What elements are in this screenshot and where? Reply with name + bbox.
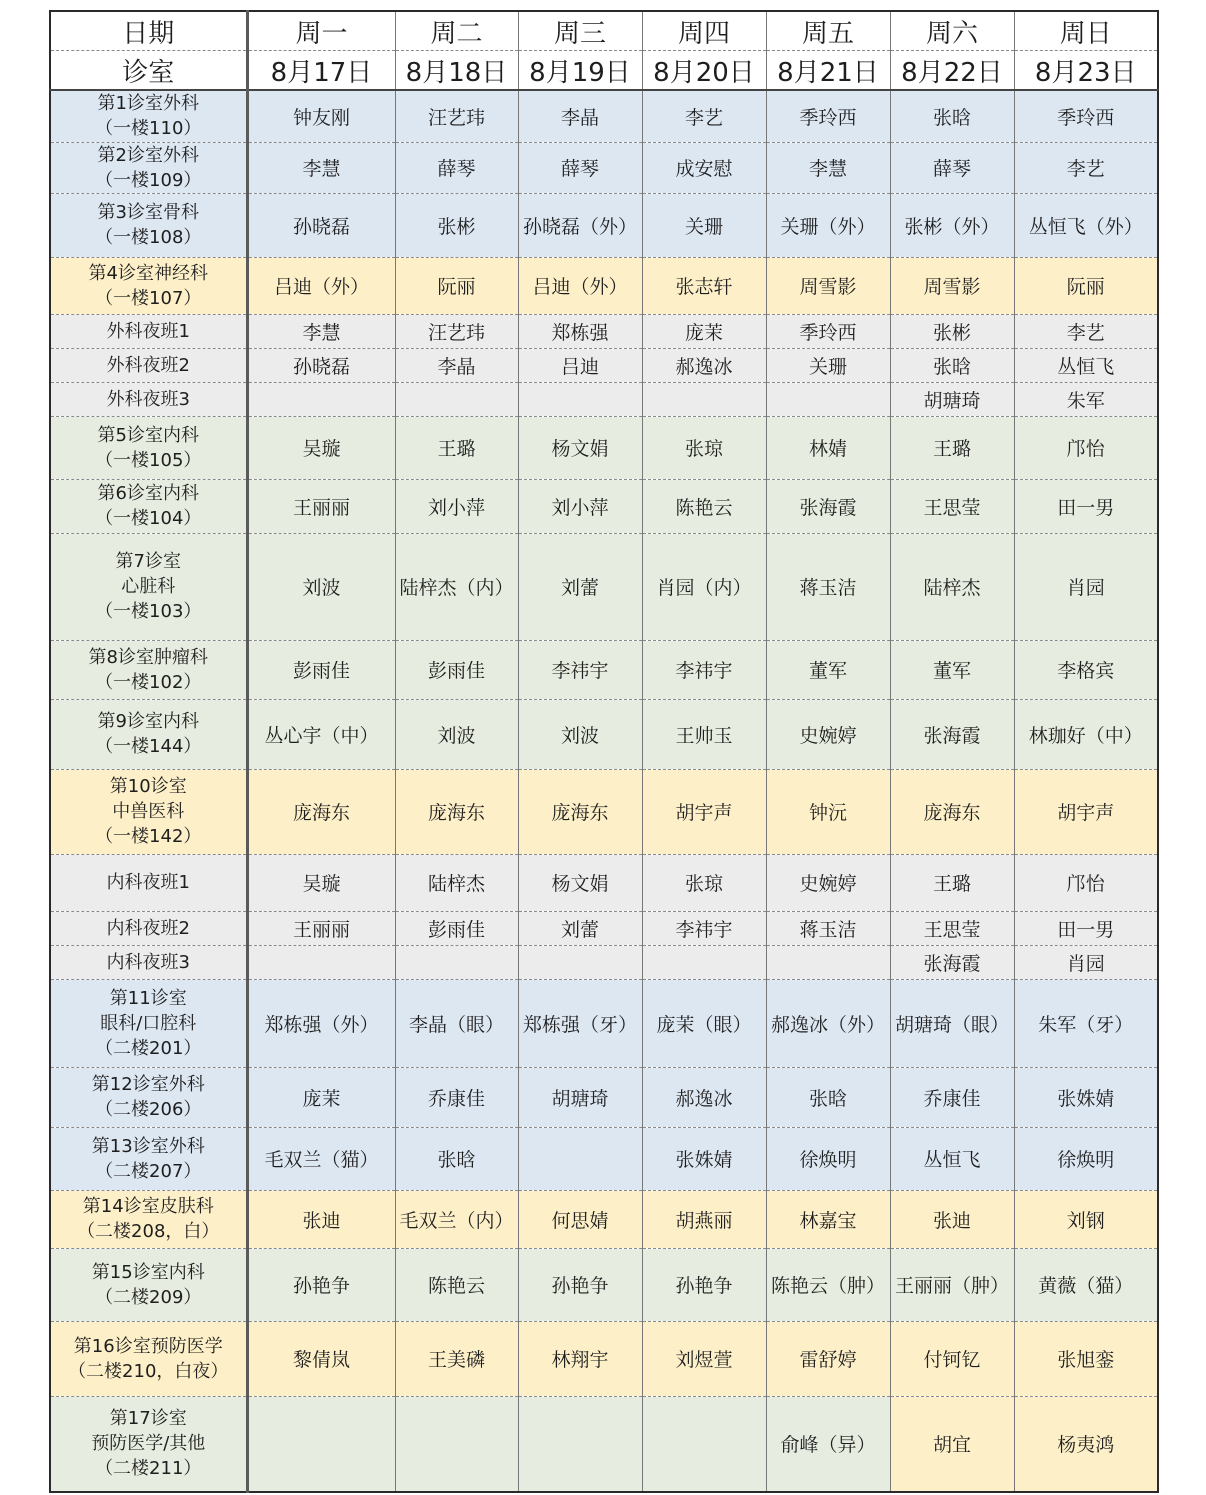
doctor-cell: 肖园 [1014, 533, 1158, 640]
doctor-cell: 朱军（牙） [1014, 979, 1158, 1067]
doctor-cell: 张旭銮 [1014, 1321, 1158, 1396]
room-line: 第6诊室内科 [97, 483, 199, 504]
doctor-cell: 张海霞 [890, 945, 1014, 979]
doctor-cell: 庞海东 [247, 769, 395, 854]
doctor-cell: 王美磷 [395, 1321, 518, 1396]
room-cell [50, 979, 247, 1067]
doctor-cell: 田一男 [1014, 911, 1158, 945]
doctor-cell: 汪艺玮 [395, 314, 518, 348]
room-line: （一楼110） [95, 118, 202, 140]
doctor-cell [395, 1396, 518, 1492]
doctor-cell: 何思婧 [518, 1190, 642, 1248]
room-line: （二楼207） [95, 1160, 202, 1182]
doctor-cell [766, 945, 890, 979]
room-line: 第15诊室内科 [91, 1261, 205, 1283]
schedule-row [50, 533, 1158, 640]
doctor-cell: 阮丽 [395, 257, 518, 314]
doctor-cell: 吕迪 [518, 348, 642, 382]
doctor-cell: 张彬（外） [890, 193, 1014, 257]
doctor-cell: 胡瑭琦 [890, 382, 1014, 416]
room-cell [50, 945, 247, 979]
doctor-cell: 丛恒飞 [1014, 348, 1158, 382]
doctor-cell: 张海霞 [766, 479, 890, 533]
doctor-cell [642, 945, 766, 979]
room-line: 内科夜班3 [106, 951, 190, 973]
doctor-cell: 薛琴 [395, 142, 518, 193]
room-cell [50, 1248, 247, 1321]
room-cell [50, 1127, 247, 1190]
doctor-cell: 李晶 [518, 90, 642, 142]
doctor-cell: 汪艺玮 [395, 90, 518, 142]
doctor-cell: 毛双兰（内） [395, 1190, 518, 1248]
doctor-cell: 丛心宇（中） [247, 699, 395, 769]
room-line: 心脏科 [121, 576, 176, 597]
room-line: （一楼144） [95, 736, 202, 757]
date-header: 8月19日 [518, 51, 642, 91]
doctor-cell [766, 382, 890, 416]
doctor-cell: 李艺 [1014, 314, 1158, 348]
doctor-cell: 董军 [766, 640, 890, 699]
date-header: 8月23日 [1014, 51, 1158, 91]
doctor-cell: 刘小萍 [395, 479, 518, 533]
day-header: 周一 [247, 11, 395, 51]
doctor-cell: 庞茉 [247, 1067, 395, 1127]
doctor-cell: 薛琴 [518, 142, 642, 193]
doctor-cell: 胡瑭琦（眼） [890, 979, 1014, 1067]
doctor-cell: 季玲西 [1014, 90, 1158, 142]
doctor-cell: 肖园（内） [642, 533, 766, 640]
date-header: 8月20日 [642, 51, 766, 91]
doctor-cell: 张彬 [890, 314, 1014, 348]
doctor-cell: 刘波 [518, 699, 642, 769]
doctor-cell: 周雪影 [890, 257, 1014, 314]
doctor-cell: 郝逸冰 [642, 1067, 766, 1127]
room-line: 第10诊室 [109, 776, 187, 797]
schedule-row [50, 854, 1158, 911]
doctor-cell: 张姝婧 [642, 1127, 766, 1190]
doctor-cell [247, 945, 395, 979]
doctor-cell: 庞茉 [642, 314, 766, 348]
doctor-cell: 季玲西 [766, 314, 890, 348]
date-header: 8月21日 [766, 51, 890, 91]
doctor-cell: 李祎宇 [518, 640, 642, 699]
doctor-cell: 孙艳争 [247, 1248, 395, 1321]
doctor-cell: 孙艳争 [642, 1248, 766, 1321]
doctor-cell: 孙晓磊 [247, 348, 395, 382]
doctor-cell: 王璐 [890, 416, 1014, 479]
room-line: 第11诊室 [109, 987, 187, 1009]
doctor-cell: 刘波 [395, 699, 518, 769]
doctor-cell: 史婉婷 [766, 699, 890, 769]
doctor-cell: 关珊 [642, 193, 766, 257]
doctor-cell: 田一男 [1014, 479, 1158, 533]
room-line: 内科夜班1 [106, 872, 190, 893]
doctor-cell [642, 1396, 766, 1492]
doctor-cell: 杨文娟 [518, 416, 642, 479]
doctor-cell: 李祎宇 [642, 640, 766, 699]
room-line: （二楼206） [95, 1099, 202, 1120]
room-cell [50, 699, 247, 769]
room-line: （二楼208，白） [77, 1221, 220, 1242]
doctor-cell: 邝怡 [1014, 416, 1158, 479]
doctor-cell: 蒋玉洁 [766, 533, 890, 640]
doctor-cell: 李慧 [247, 142, 395, 193]
schedule-table [49, 10, 1159, 1493]
schedule-row [50, 479, 1158, 533]
doctor-cell: 郝逸冰 [642, 348, 766, 382]
room-line: 第13诊室外科 [91, 1135, 205, 1157]
room-cell [50, 382, 247, 416]
room-line: （一楼142） [95, 826, 202, 847]
doctor-cell: 张迪 [247, 1190, 395, 1248]
room-line: 第5诊室内科 [97, 424, 199, 446]
doctor-cell: 胡宇声 [642, 769, 766, 854]
doctor-cell: 林婧 [766, 416, 890, 479]
doctor-cell: 陆梓杰 [890, 533, 1014, 640]
room-cell [50, 1190, 247, 1248]
doctor-cell: 张海霞 [890, 699, 1014, 769]
room-cell [50, 769, 247, 854]
doctor-cell: 季玲西 [766, 90, 890, 142]
doctor-cell: 关珊（外） [766, 193, 890, 257]
doctor-cell: 邝怡 [1014, 854, 1158, 911]
room-cell [50, 193, 247, 257]
schedule-row [50, 314, 1158, 348]
doctor-cell: 吴璇 [247, 416, 395, 479]
doctor-cell: 张晗 [395, 1127, 518, 1190]
doctor-cell: 成安慰 [642, 142, 766, 193]
doctor-cell: 胡宇声 [1014, 769, 1158, 854]
doctor-cell: 朱军 [1014, 382, 1158, 416]
doctor-cell: 胡瑭琦 [518, 1067, 642, 1127]
doctor-cell: 毛双兰（猫） [247, 1127, 395, 1190]
room-cell [50, 640, 247, 699]
doctor-cell: 吕迪（外） [247, 257, 395, 314]
schedule-row [50, 348, 1158, 382]
doctor-cell: 张晗 [766, 1067, 890, 1127]
doctor-cell: 李格宾 [1014, 640, 1158, 699]
doctor-cell: 俞峰（异） [766, 1396, 890, 1492]
room-cell [50, 533, 247, 640]
doctor-cell: 陈艳云（肿） [766, 1248, 890, 1321]
room-line: 内科夜班2 [106, 917, 190, 939]
doctor-cell: 黄薇（猫） [1014, 1248, 1158, 1321]
doctor-cell: 张彬 [395, 193, 518, 257]
doctor-cell: 乔康佳 [890, 1067, 1014, 1127]
doctor-cell: 李慧 [766, 142, 890, 193]
room-line: 外科夜班3 [106, 388, 190, 410]
room-line: 外科夜班2 [106, 354, 190, 376]
day-header: 周四 [642, 11, 766, 51]
doctor-cell: 李祎宇 [642, 911, 766, 945]
room-cell [50, 142, 247, 193]
doctor-cell: 张晗 [890, 348, 1014, 382]
doctor-cell: 丛恒飞（外） [1014, 193, 1158, 257]
schedule-row [50, 382, 1158, 416]
doctor-cell: 杨夷鸿 [1014, 1396, 1158, 1492]
doctor-cell: 刘蕾 [518, 533, 642, 640]
room-line: （二楼209） [95, 1286, 202, 1308]
room-label: 诊室 [50, 51, 247, 91]
doctor-cell: 孙晓磊（外） [518, 193, 642, 257]
doctor-cell: 胡宜 [890, 1396, 1014, 1492]
schedule-row [50, 945, 1158, 979]
date-header: 8月22日 [890, 51, 1014, 91]
room-cell [50, 1396, 247, 1492]
doctor-cell: 王璐 [890, 854, 1014, 911]
doctor-cell: 王帅玉 [642, 699, 766, 769]
day-header: 周六 [890, 11, 1014, 51]
doctor-cell: 黎倩岚 [247, 1321, 395, 1396]
day-header: 周五 [766, 11, 890, 51]
schedule-row [50, 640, 1158, 699]
doctor-cell: 乔康佳 [395, 1067, 518, 1127]
room-line: 眼科/口腔科 [100, 1012, 197, 1034]
doctor-cell: 吕迪（外） [518, 257, 642, 314]
room-cell [50, 257, 247, 314]
doctor-cell: 林嘉宝 [766, 1190, 890, 1248]
room-cell [50, 1321, 247, 1396]
doctor-cell: 王丽丽 [247, 479, 395, 533]
doctor-cell: 刘煜萱 [642, 1321, 766, 1396]
doctor-cell [247, 1396, 395, 1492]
room-line: 第9诊室内科 [97, 711, 199, 732]
doctor-cell: 庞海东 [518, 769, 642, 854]
doctor-cell [518, 1127, 642, 1190]
room-cell [50, 416, 247, 479]
room-line: （一楼105） [95, 449, 202, 471]
doctor-cell [518, 1396, 642, 1492]
doctor-cell: 刘波 [247, 533, 395, 640]
doctor-cell: 孙艳争 [518, 1248, 642, 1321]
schedule-row [50, 1248, 1158, 1321]
room-line: 预防医学/其他 [91, 1433, 206, 1455]
schedule-row [50, 699, 1158, 769]
schedule-row [50, 90, 1158, 142]
doctor-cell [395, 945, 518, 979]
header-row-dates [50, 51, 1158, 91]
doctor-cell: 彭雨佳 [395, 911, 518, 945]
doctor-cell: 李慧 [247, 314, 395, 348]
doctor-cell: 张迪 [890, 1190, 1014, 1248]
doctor-cell: 王丽丽 [247, 911, 395, 945]
room-cell [50, 314, 247, 348]
doctor-cell: 王思莹 [890, 479, 1014, 533]
doctor-cell: 付钶钇 [890, 1321, 1014, 1396]
doctor-cell: 徐焕明 [766, 1127, 890, 1190]
doctor-cell [395, 382, 518, 416]
doctor-cell: 郑栋强（牙） [518, 979, 642, 1067]
room-line: 第3诊室骨科 [97, 202, 199, 223]
schedule-row [50, 1321, 1158, 1396]
room-line: （一楼102） [95, 671, 202, 693]
doctor-cell: 庞海东 [890, 769, 1014, 854]
schedule-row [50, 1190, 1158, 1248]
schedule-row [50, 416, 1158, 479]
schedule-row [50, 1127, 1158, 1190]
doctor-cell [642, 382, 766, 416]
schedule-body [50, 90, 1158, 1492]
doctor-cell: 郑栋强（外） [247, 979, 395, 1067]
doctor-cell: 李晶 [395, 348, 518, 382]
doctor-cell: 关珊 [766, 348, 890, 382]
schedule-row [50, 979, 1158, 1067]
room-line: 第14诊室皮肤科 [82, 1196, 214, 1217]
doctor-cell: 周雪影 [766, 257, 890, 314]
schedule-row [50, 911, 1158, 945]
day-header: 周三 [518, 11, 642, 51]
room-cell [50, 854, 247, 911]
room-line: 第7诊室 [115, 551, 181, 572]
doctor-cell [518, 945, 642, 979]
room-line: （一楼104） [95, 508, 202, 529]
day-header: 周日 [1014, 11, 1158, 51]
doctor-cell: 刘小萍 [518, 479, 642, 533]
doctor-cell: 陈艳云 [395, 1248, 518, 1321]
doctor-cell: 陆梓杰（内） [395, 533, 518, 640]
room-line: 第12诊室外科 [91, 1074, 205, 1095]
room-line: 第8诊室肿瘤科 [88, 646, 208, 668]
room-line: 第4诊室神经科 [88, 262, 208, 284]
doctor-cell: 薛琴 [890, 142, 1014, 193]
room-line: 外科夜班1 [106, 320, 190, 342]
date-label: 日期 [50, 11, 247, 51]
day-header: 周二 [395, 11, 518, 51]
room-cell [50, 348, 247, 382]
date-header: 8月17日 [247, 51, 395, 91]
doctor-cell: 陆梓杰 [395, 854, 518, 911]
room-line: 中兽医科 [112, 801, 185, 822]
doctor-cell: 林珈好（中） [1014, 699, 1158, 769]
schedule-row [50, 1067, 1158, 1127]
doctor-cell: 庞海东 [395, 769, 518, 854]
doctor-cell: 王璐 [395, 416, 518, 479]
room-line: （一楼108） [95, 227, 202, 248]
doctor-cell: 丛恒飞 [890, 1127, 1014, 1190]
doctor-cell: 李艺 [642, 90, 766, 142]
room-line: 第17诊室 [109, 1408, 187, 1430]
doctor-cell: 张琼 [642, 416, 766, 479]
doctor-cell: 雷舒婷 [766, 1321, 890, 1396]
doctor-cell: 蒋玉洁 [766, 911, 890, 945]
doctor-cell: 杨文娟 [518, 854, 642, 911]
room-line: （二楼201） [95, 1037, 202, 1059]
doctor-cell: 陈艳云 [642, 479, 766, 533]
room-line: 第1诊室外科 [97, 93, 199, 115]
doctor-cell: 刘蕾 [518, 911, 642, 945]
doctor-cell: 张志轩 [642, 257, 766, 314]
schedule-row [50, 193, 1158, 257]
doctor-cell: 钟沅 [766, 769, 890, 854]
doctor-cell: 刘钢 [1014, 1190, 1158, 1248]
doctor-cell: 阮丽 [1014, 257, 1158, 314]
schedule-row [50, 257, 1158, 314]
doctor-cell: 郑栋强 [518, 314, 642, 348]
room-line: 第16诊室预防医学 [73, 1335, 223, 1357]
doctor-cell: 孙晓磊 [247, 193, 395, 257]
schedule-row [50, 142, 1158, 193]
doctor-cell: 吴璇 [247, 854, 395, 911]
doctor-cell: 董军 [890, 640, 1014, 699]
room-line: （一楼109） [95, 169, 202, 191]
room-cell [50, 911, 247, 945]
doctor-cell: 钟友刚 [247, 90, 395, 142]
doctor-cell: 李艺 [1014, 142, 1158, 193]
doctor-cell: 胡燕丽 [642, 1190, 766, 1248]
room-cell [50, 479, 247, 533]
schedule-row [50, 1396, 1158, 1492]
doctor-cell: 徐焕明 [1014, 1127, 1158, 1190]
room-cell [50, 90, 247, 142]
doctor-cell: 王思莹 [890, 911, 1014, 945]
room-line: （二楼211） [95, 1458, 202, 1480]
doctor-cell: 庞茉（眼） [642, 979, 766, 1067]
date-header: 8月18日 [395, 51, 518, 91]
doctor-cell: 彭雨佳 [395, 640, 518, 699]
doctor-cell: 王丽丽（肿） [890, 1248, 1014, 1321]
room-cell [50, 1067, 247, 1127]
doctor-cell: 郝逸冰（外） [766, 979, 890, 1067]
room-line: 第2诊室外科 [97, 144, 199, 166]
doctor-cell: 林翔宇 [518, 1321, 642, 1396]
doctor-cell: 李晶（眼） [395, 979, 518, 1067]
doctor-cell: 张琼 [642, 854, 766, 911]
doctor-cell: 肖园 [1014, 945, 1158, 979]
doctor-cell: 张姝婧 [1014, 1067, 1158, 1127]
doctor-cell: 张晗 [890, 90, 1014, 142]
header-row-days [50, 11, 1158, 51]
schedule-row [50, 769, 1158, 854]
doctor-cell [247, 382, 395, 416]
room-line: （二楼210，白夜） [68, 1360, 229, 1382]
doctor-cell [518, 382, 642, 416]
doctor-cell: 史婉婷 [766, 854, 890, 911]
room-line: （一楼107） [95, 287, 202, 309]
room-line: （一楼103） [95, 601, 202, 622]
doctor-cell: 彭雨佳 [247, 640, 395, 699]
